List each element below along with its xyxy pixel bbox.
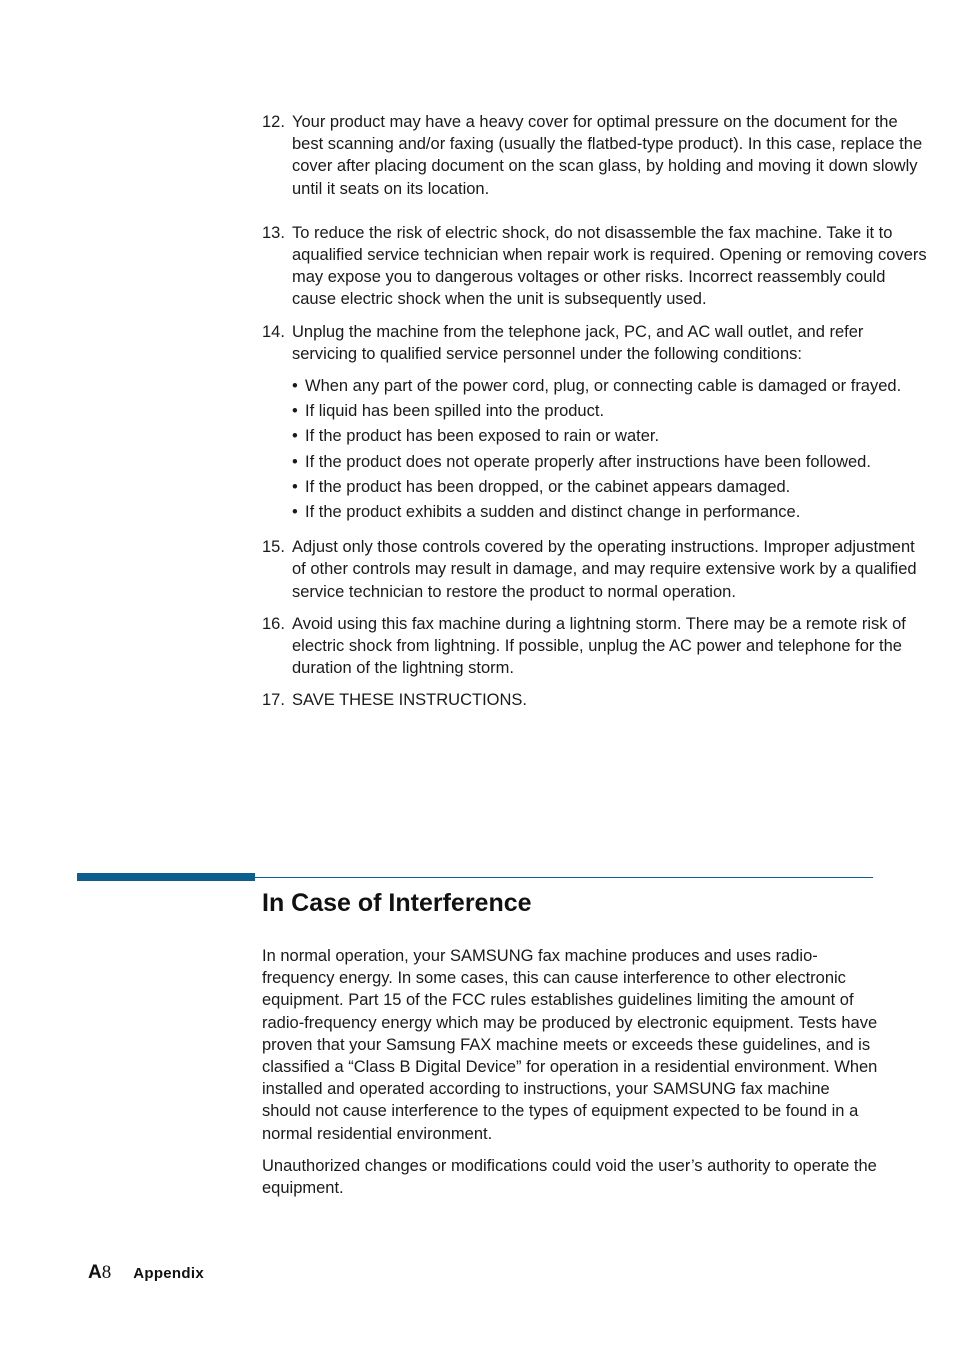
bullet-glyph: • bbox=[292, 477, 298, 496]
section-accent-bar bbox=[77, 873, 255, 881]
section-divider bbox=[255, 877, 873, 878]
item-number: 14. bbox=[262, 322, 285, 341]
page-number: 8 bbox=[101, 1262, 112, 1283]
safety-instructions-list bbox=[262, 111, 952, 722]
item-text: SAVE THESE INSTRUCTIONS. bbox=[292, 691, 528, 710]
bullet-glyph: • bbox=[292, 377, 298, 396]
chapter-letter: A bbox=[88, 1262, 102, 1283]
interference-paragraph: In normal operation, your SAMSUNG fax machine produces and uses radio-frequency energy. In some cases, this can cause interference to other electronic equipment. Part 15 of the FCC rules establishes guidelines limiting the amount of radio-frequency energy which may be produced by electronic equipment. Tests have proven that your Samsung FAX machine meets or exceeds these guidelines, and is classified a “Class B Digital Device” for operation in a residential environment. When installed and operated according to instructions, your SAMSUNG fax machine should not cause interference to the types of equipment expected to be found in a normal residential environment. bbox=[262, 947, 878, 1143]
page-footer bbox=[88, 1262, 204, 1284]
item-number: 17. bbox=[262, 691, 285, 710]
item-number: 15. bbox=[262, 538, 285, 557]
bullet-item bbox=[292, 400, 932, 422]
modifications-paragraph: Unauthorized changes or modifications could void the user’s authority to operate the equipment. bbox=[262, 1157, 877, 1198]
bullet-text: When any part of the power cord, plug, or connecting cable is damaged or frayed. bbox=[305, 377, 902, 396]
item-number: 13. bbox=[262, 223, 285, 242]
list-item bbox=[262, 321, 952, 527]
bullet-text: If liquid has been spilled into the product. bbox=[305, 402, 605, 421]
item-number: 12. bbox=[262, 113, 285, 131]
bullet-glyph: • bbox=[292, 452, 298, 471]
bullet-glyph: • bbox=[292, 503, 298, 522]
item-text: Your product may have a heavy cover for optimal pressure on the document for the best scanning and/or faxing (usually the flatbed-type product). In this case, replace the cover after placing document on the scan glass, by holding and moving it down slowly until it seats on its location. bbox=[292, 113, 923, 198]
conditions-bullet-list bbox=[292, 375, 932, 523]
item-number: 16. bbox=[262, 614, 285, 633]
bullet-item bbox=[292, 451, 932, 473]
bullet-text: If the product does not operate properly after instructions have been followed. bbox=[305, 452, 871, 471]
chapter-label: Appendix bbox=[133, 1265, 204, 1282]
bullet-item bbox=[292, 425, 932, 447]
list-item bbox=[262, 111, 952, 200]
list-item bbox=[262, 613, 952, 680]
section-title: In Case of Interference bbox=[262, 889, 532, 917]
bullet-item bbox=[292, 476, 932, 498]
bullet-text: If the product has been exposed to rain or water. bbox=[305, 427, 660, 446]
bullet-item bbox=[292, 501, 932, 523]
list-item bbox=[262, 536, 952, 603]
item-text: Avoid using this fax machine during a lightning storm. There may be a remote risk of electric shock from lightning. If possible, unplug the AC power and telephone for the duration of the lightning storm. bbox=[292, 614, 906, 678]
list-item bbox=[262, 689, 952, 711]
bullet-text: If the product has been dropped, or the cabinet appears damaged. bbox=[305, 477, 791, 496]
bullet-text: If the product exhibits a sudden and distinct change in performance. bbox=[305, 503, 801, 522]
item-text: Unplug the machine from the telephone jack, PC, and AC wall outlet, and refer servicing to qualified service personnel under the following conditions: bbox=[292, 322, 864, 363]
item-text: To reduce the risk of electric shock, do not disassemble the fax machine. Take it to aqualified service technician when repair work is required. Opening or removing covers may expose you to dangerous voltages or other risks. Incorrect reassembly could cause electric shock when the unit is subsequently used. bbox=[292, 223, 927, 309]
item-text: Adjust only those controls covered by the operating instructions. Improper adjustment of other controls may result in damage, and may require extensive work by a qualified service technician to restore the product to normal operation. bbox=[292, 538, 917, 601]
bullet-glyph: • bbox=[292, 402, 298, 421]
list-item bbox=[262, 222, 952, 311]
bullet-glyph: • bbox=[292, 427, 298, 446]
bullet-item bbox=[292, 375, 932, 397]
